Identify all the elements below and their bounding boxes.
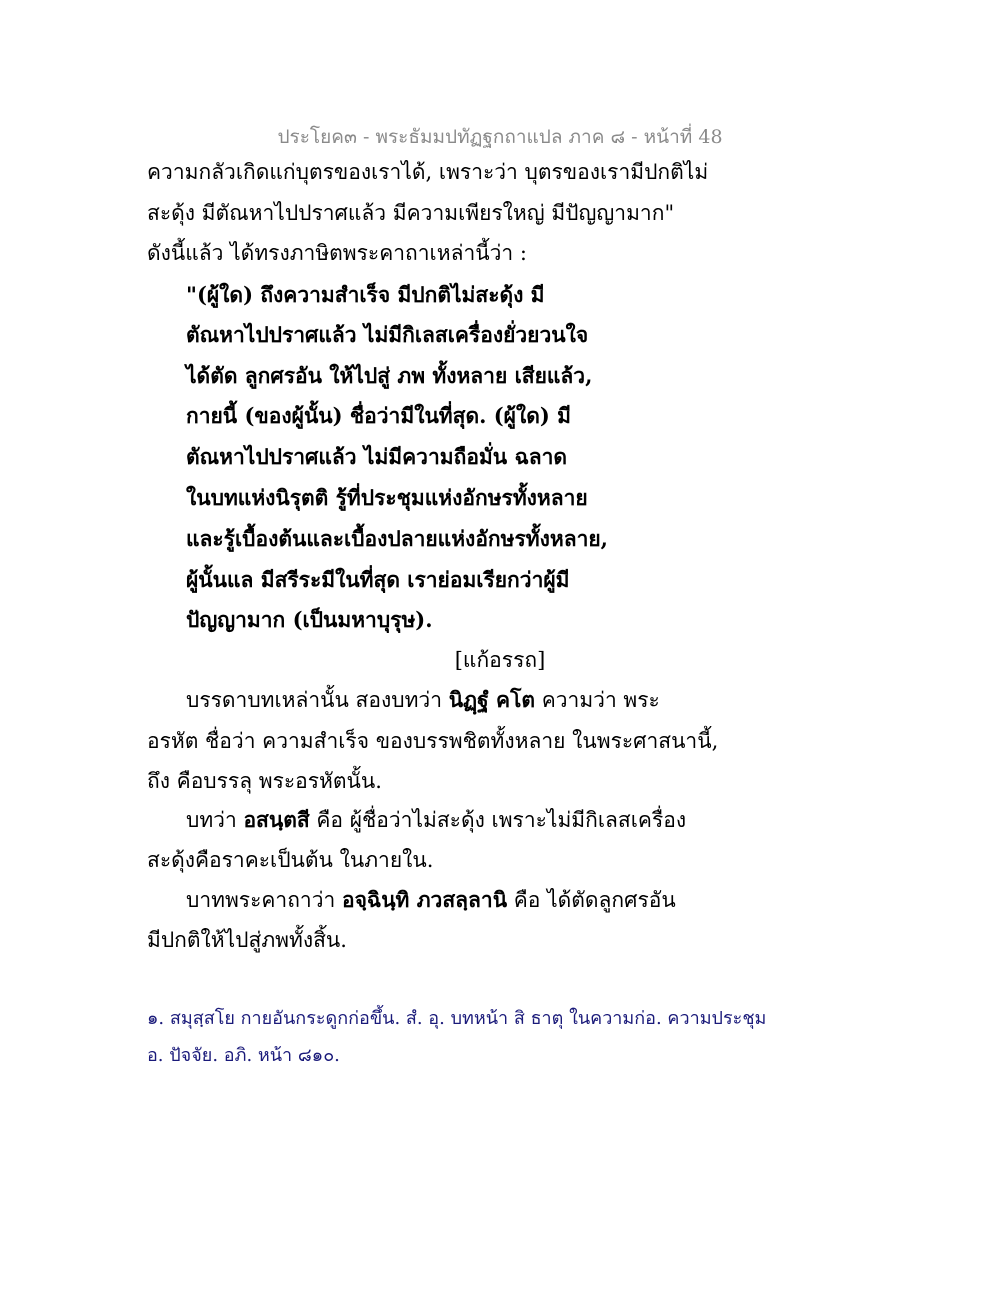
verse-line-2: ตัณหาไปปราศแล้ว ไม่มีกิเลสเครื่องยั่วยวนใจ	[186, 322, 589, 347]
verse-line-1: "(ผู้ใด) ถึงความสำเร็จ มีปกติไม่สะดุ้ง มี	[186, 282, 545, 307]
commentary-label: [แก้อรรถ]	[454, 648, 546, 672]
verse-line-5: ตัณหาไปปราศแล้ว ไม่มีความถือมั่น ฉลาด	[186, 444, 568, 469]
para3-line-1	[186, 886, 676, 914]
para3-line-2: มีปกติให้ไปสู่ภพทั้งสิ้น.	[147, 928, 347, 952]
para3-text-b: คือ ได้ตัดลูกศรอัน	[507, 888, 676, 912]
para1-text-a: บรรดาบทเหล่านั้น สองบทว่า	[186, 688, 449, 712]
verse-line-3: ได้ตัด ลูกศรอัน ให้ไปสู่ ภพ ทั้งหลาย เสียแล้ว,	[186, 363, 593, 388]
verse-line-6: ในบทแห่งนิรุตติ รู้ที่ประชุมแห่งอักษรทั้งหลาย	[186, 485, 588, 510]
page-header: ประโยค๓ - พระธัมมปทัฏฐกถาแปล ภาค ๘ - หน้าที่ 48	[277, 126, 723, 148]
para2-line-2: สะดุ้งคือราคะเป็นต้น ในภายใน.	[147, 848, 434, 872]
para2-text-b: คือ ผู้ชื่อว่าไม่สะดุ้ง เพราะไม่มีกิเลสเครื่อง	[309, 808, 687, 832]
verse-line-9: ปัญญามาก (เป็นมหาบุรุษ).	[186, 607, 433, 632]
para1-text-b: ความว่า พระ	[535, 688, 660, 712]
intro-line-3: ดังนี้แล้ว ได้ทรงภาษิตพระคาถาเหล่านี้ว่า :	[147, 241, 527, 265]
verse-line-4: กายนี้ (ของผู้นั้น) ชื่อว่ามีในที่สุด. (ผู้ใด) มี	[186, 403, 571, 428]
verse-line-8: ผู้นั้นแล มีสรีระมีในที่สุด เราย่อมเรียกว่าผู้มี	[186, 567, 570, 592]
footnote-line-1: ๑. สมุสฺสโย กายอันกระดูกก่อขึ้น. สํ. อุ. บทหน้า สิ ธาตุ ในความก่อ. ความประชุม	[147, 1008, 767, 1029]
para2-line-1	[186, 806, 686, 834]
intro-line-2: สะดุ้ง มีตัณหาไปปราศแล้ว มีความเพียรใหญ่ มีปัญญามาก"	[147, 201, 675, 225]
para1-line-1	[186, 686, 660, 714]
para3-text-a: บาทพระคาถาว่า	[186, 888, 342, 912]
para3-term: อจฺฉินฺทิ ภวสลฺลานิ	[341, 887, 508, 912]
para1-term: นิฏฺฐํ คโต	[448, 687, 536, 712]
intro-line-1: ความกลัวเกิดแก่บุตรของเราได้, เพราะว่า บุตรของเรามีปกติไม่	[147, 160, 709, 184]
verse-line-7: และรู้เบื้องต้นและเบื้องปลายแห่งอักษรทั้งหลาย,	[186, 526, 608, 551]
para1-line-2: อรหัต ชื่อว่า ความสำเร็จ ของบรรพชิตทั้งหลาย ในพระศาสนานี้,	[147, 729, 719, 753]
para2-text-a: บทว่า	[186, 808, 244, 832]
para2-term: อสนฺตสี	[243, 807, 310, 832]
footnote-line-2: อ. ปัจจัย. อภิ. หน้า ๘๑๐.	[147, 1045, 340, 1066]
para1-line-3: ถึง คือบรรลุ พระอรหัตนั้น.	[147, 769, 382, 793]
